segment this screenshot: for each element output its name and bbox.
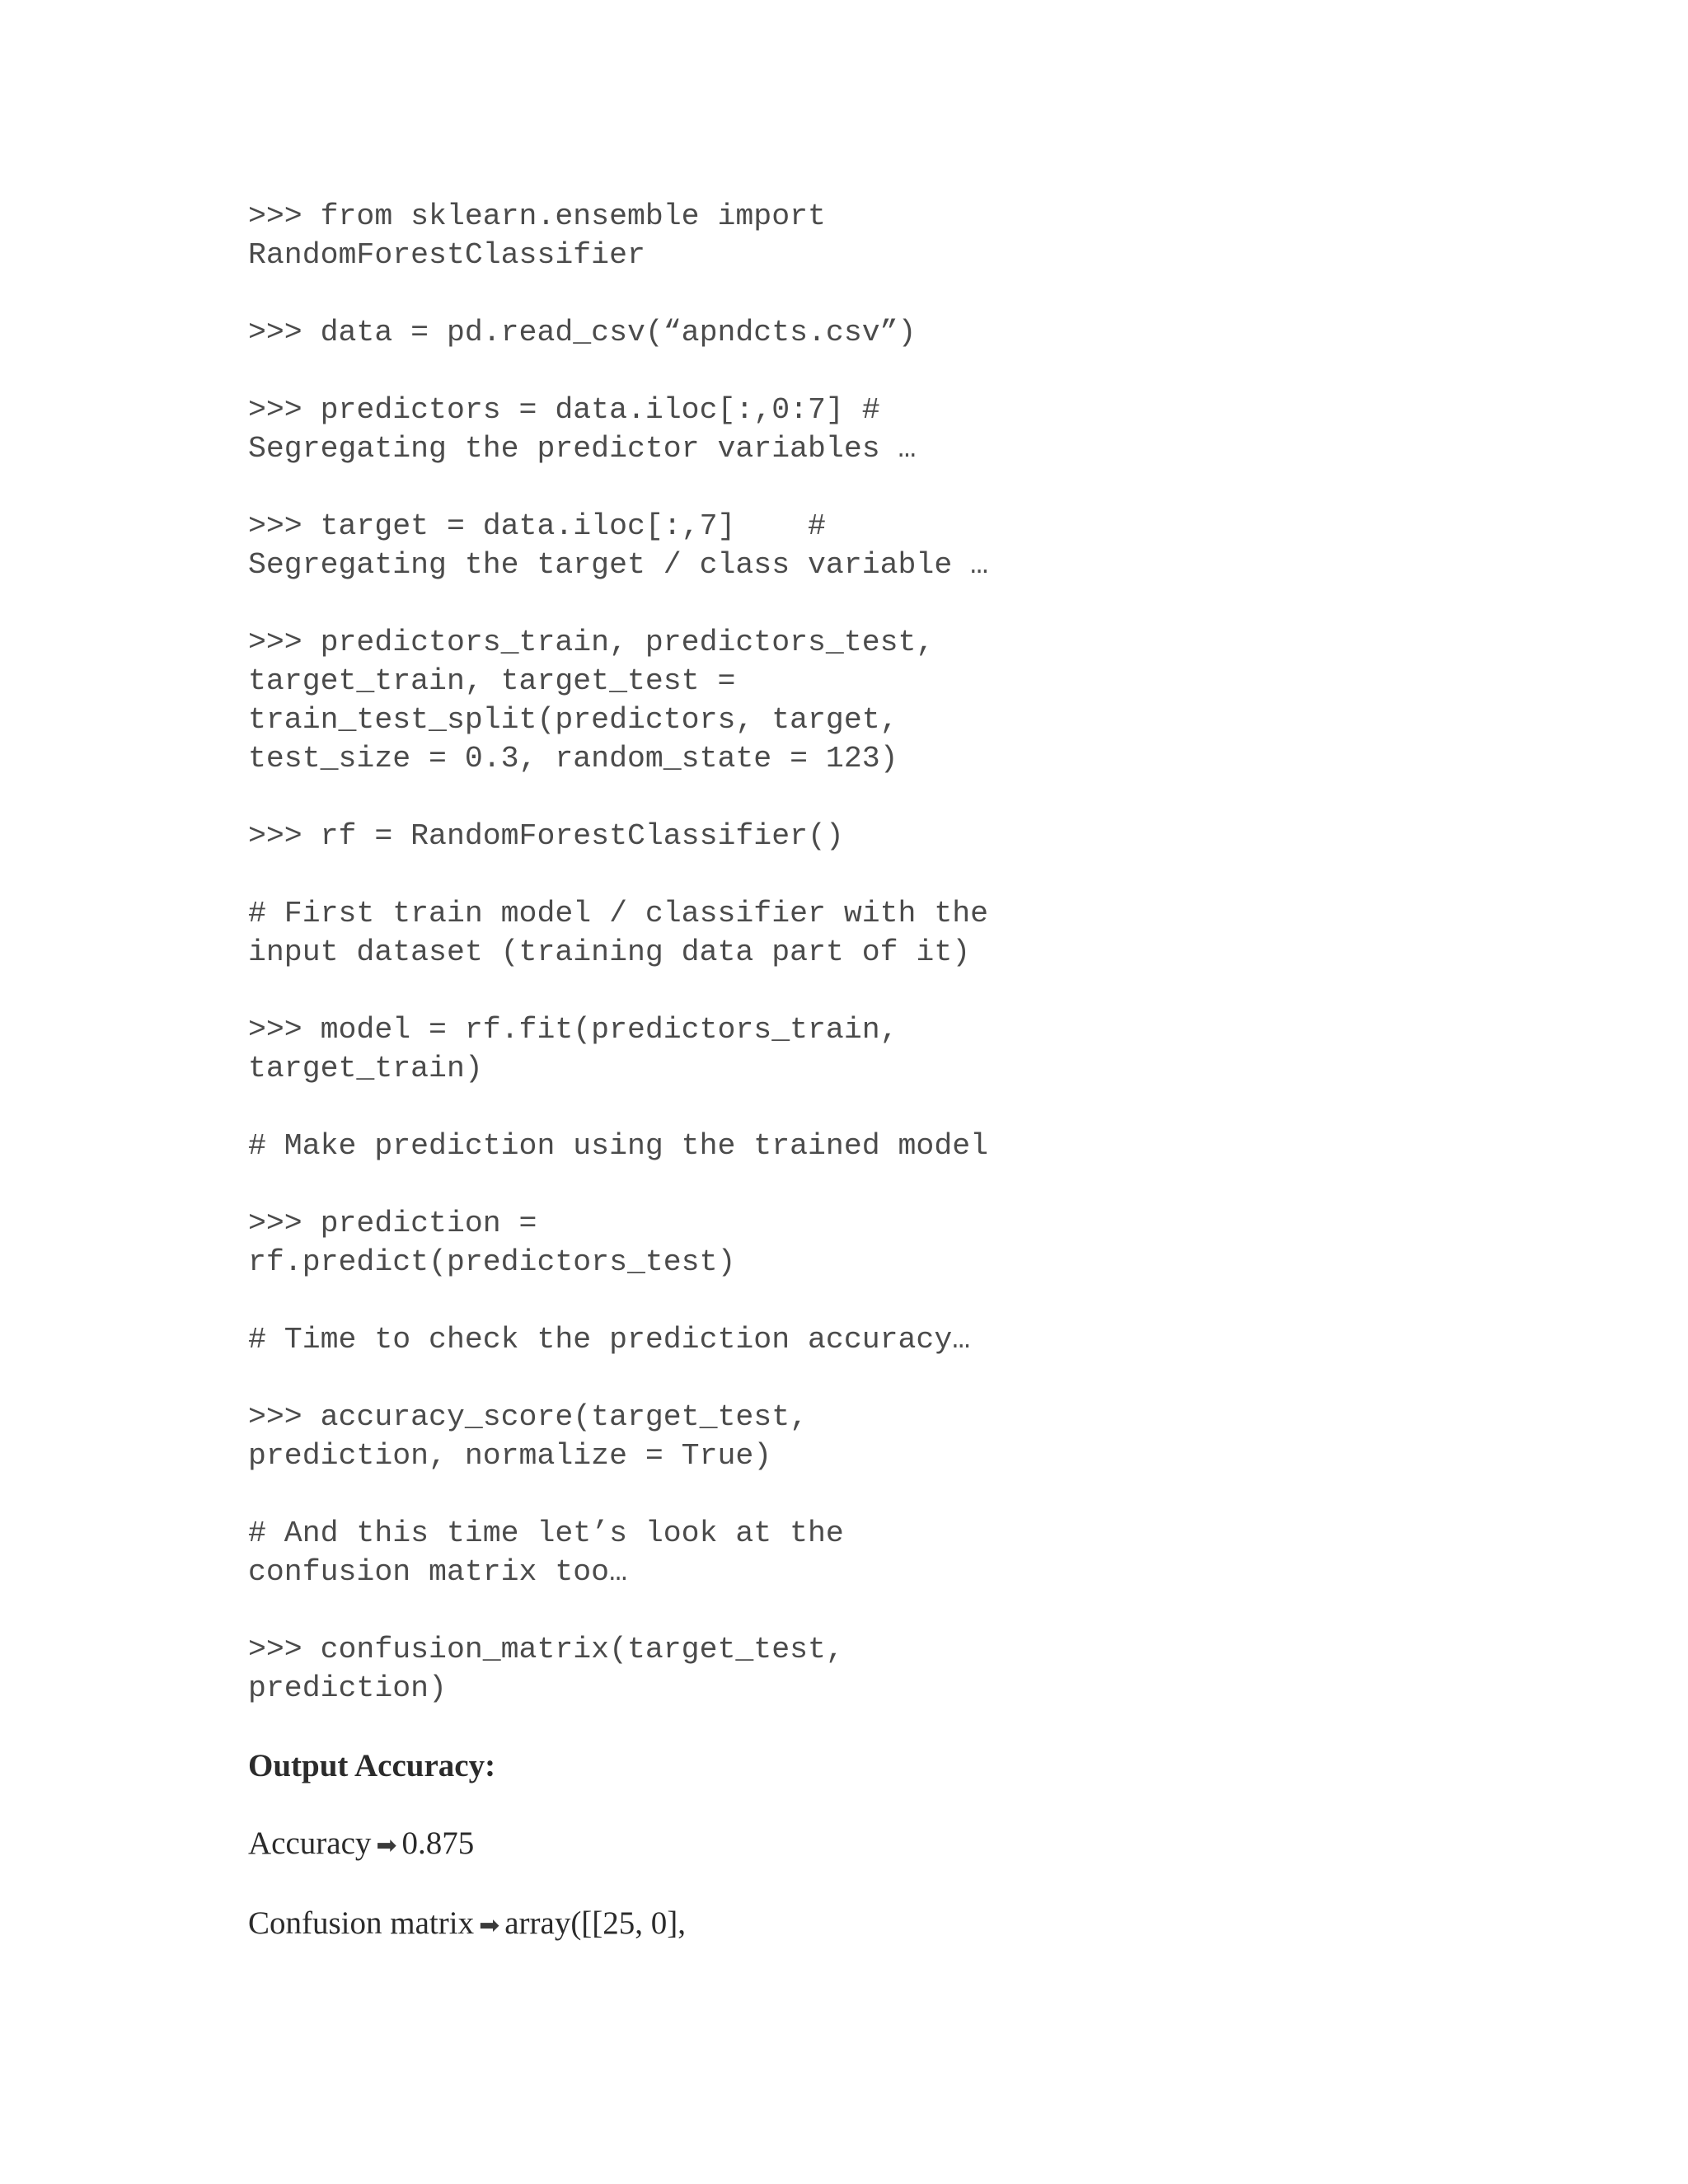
code-line: # First train model / classifier with the [248, 897, 989, 930]
code-line: >>> predictors = data.iloc[:,0:7] # [248, 393, 880, 427]
code-line: Segregating the target / class variable … [248, 548, 989, 582]
code-block [248, 1010, 1484, 1088]
code-line: >>> predictors_train, predictors_test, [248, 626, 935, 659]
code-line: # Time to check the prediction accuracy… [248, 1323, 971, 1357]
code-line: # And this time let’s look at the [248, 1516, 844, 1550]
confusion-matrix-line [248, 1904, 1484, 1945]
code-block [248, 1514, 1484, 1591]
accuracy-line [248, 1824, 1484, 1865]
code-block [248, 817, 1484, 855]
code-line: >>> rf = RandomForestClassifier() [248, 819, 844, 853]
code-block [248, 1127, 1484, 1165]
code-line: input dataset (training data part of it) [248, 935, 971, 969]
accuracy-value: 0.875 [401, 1825, 475, 1861]
code-block [248, 894, 1484, 972]
code-block [248, 623, 1484, 778]
code-line: >>> accuracy_score(target_test, [248, 1400, 809, 1434]
code-block [248, 1630, 1484, 1708]
confusion-matrix-value: array([[25, 0], [504, 1905, 687, 1941]
code-line: train_test_split(predictors, target, [248, 703, 898, 737]
right-arrow-icon: ➡ [479, 1911, 500, 1940]
code-line: prediction) [248, 1671, 447, 1705]
code-block [248, 1204, 1484, 1282]
code-line: >>> data = pd.read_csv(“apndcts.csv”) [248, 316, 917, 349]
confusion-matrix-label: Confusion matrix [248, 1905, 475, 1941]
code-block [248, 197, 1484, 274]
code-line: prediction, normalize = True) [248, 1439, 772, 1473]
code-block [248, 313, 1484, 352]
code-line: >>> confusion_matrix(target_test, [248, 1633, 844, 1666]
right-arrow-icon: ➡ [376, 1831, 397, 1860]
code-line: # Make prediction using the trained model [248, 1129, 989, 1163]
code-line: rf.predict(predictors_test) [248, 1245, 736, 1279]
code-block [248, 1398, 1484, 1475]
code-block [248, 507, 1484, 584]
code-line: confusion matrix too… [248, 1555, 627, 1589]
code-line: target_train) [248, 1052, 483, 1085]
code-line: RandomForestClassifier [248, 238, 645, 272]
code-block [248, 1320, 1484, 1359]
accuracy-label: Accuracy [248, 1825, 372, 1861]
code-line: >>> from sklearn.ensemble import [248, 199, 826, 233]
document-page [248, 197, 1484, 1984]
code-line: Segregating the predictor variables … [248, 432, 917, 466]
code-block [248, 391, 1484, 468]
code-line: >>> model = rf.fit(predictors_train, [248, 1013, 898, 1047]
code-line: target_train, target_test = [248, 664, 736, 698]
code-line: test_size = 0.3, random_state = 123) [248, 742, 898, 776]
code-section [248, 197, 1484, 1708]
output-heading: Output Accuracy: [248, 1748, 496, 1783]
code-line: >>> prediction = [248, 1207, 537, 1240]
code-line: >>> target = data.iloc[:,7] # [248, 509, 826, 543]
